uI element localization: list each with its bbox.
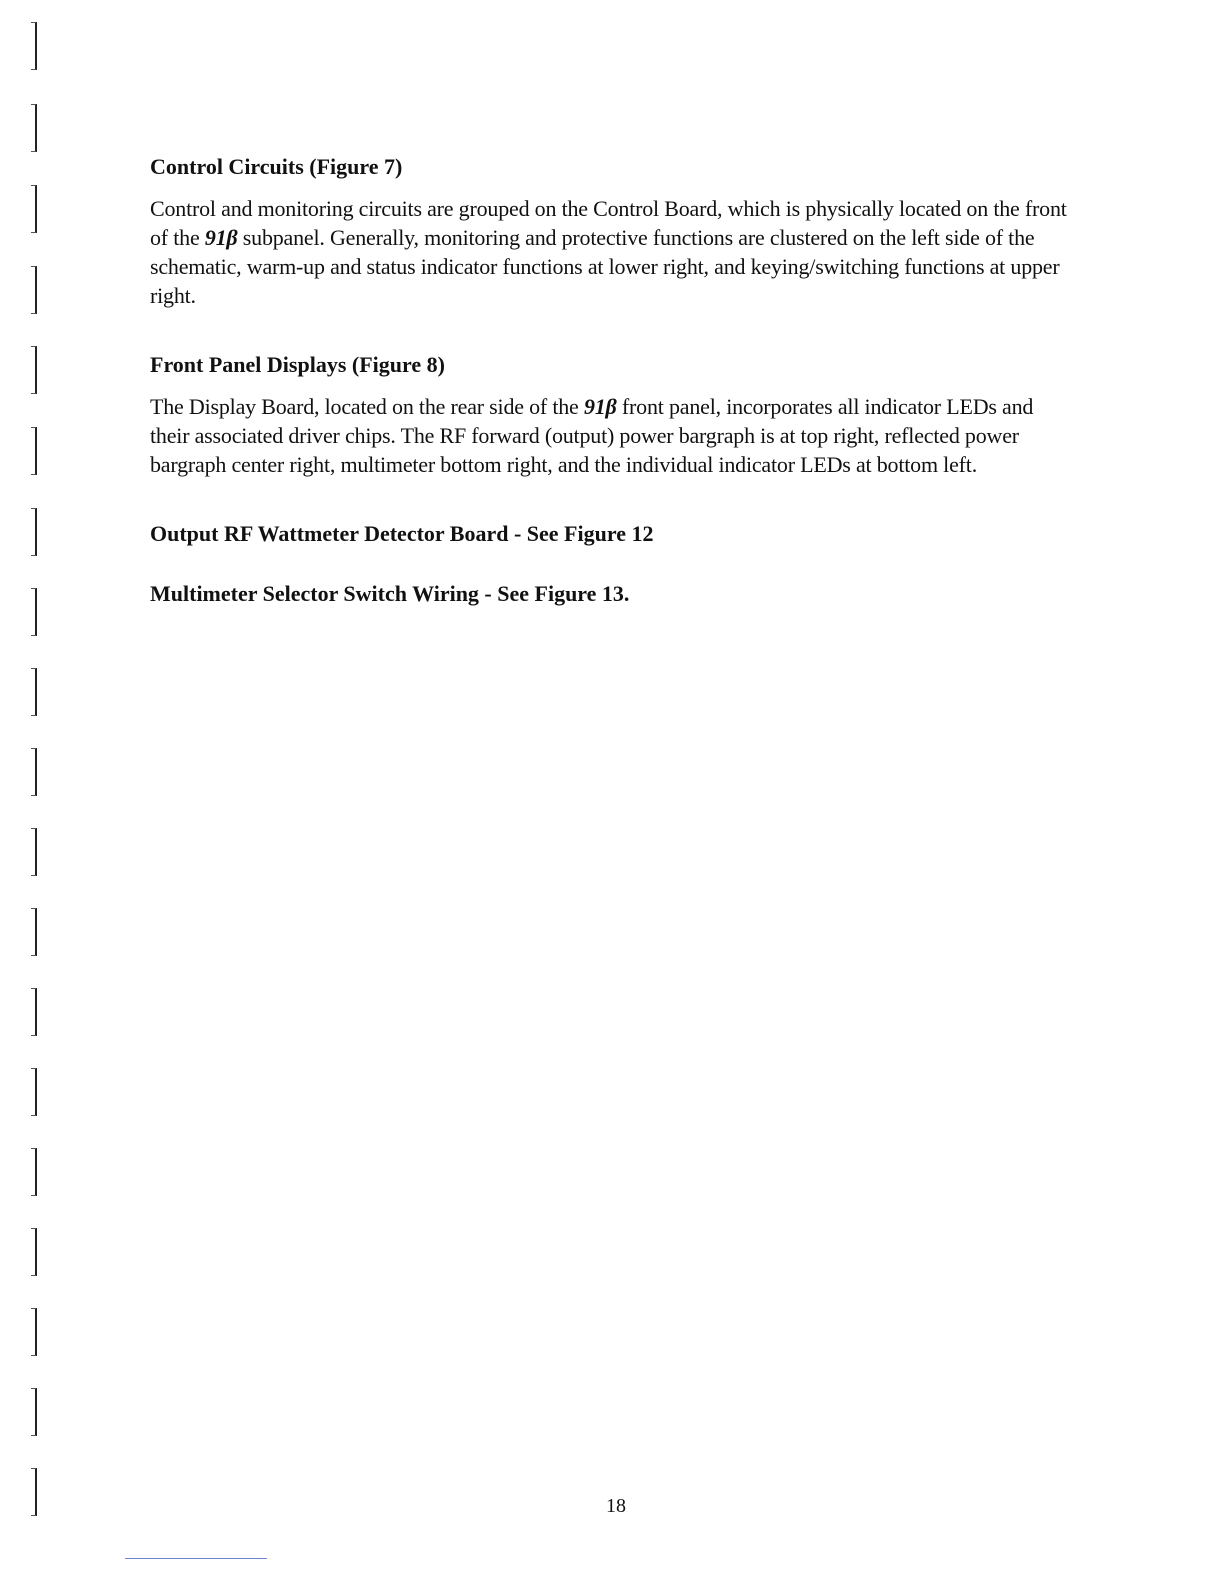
binding-mark bbox=[31, 668, 37, 716]
control-circuits-paragraph bbox=[150, 194, 1070, 310]
binding-mark bbox=[31, 588, 37, 636]
binding-mark bbox=[31, 185, 37, 233]
binding-mark bbox=[31, 1148, 37, 1196]
binding-mark bbox=[31, 988, 37, 1036]
binding-mark bbox=[31, 22, 37, 70]
section-heading-front-panel-displays: Front Panel Displays (Figure 8) bbox=[150, 352, 445, 377]
binding-mark bbox=[31, 508, 37, 556]
binding-mark bbox=[31, 748, 37, 796]
binding-mark bbox=[31, 266, 37, 314]
front-panel-paragraph bbox=[150, 392, 1070, 479]
paragraph-text: Control and monitoring circuits are grouped on the Control Board, which is physically located on the front of the bbox=[150, 196, 1067, 250]
page-number: 18 bbox=[606, 1495, 626, 1517]
paragraph-text: The Display Board, located on the rear side of the bbox=[150, 394, 584, 419]
binding-mark bbox=[31, 1228, 37, 1276]
footer-rule bbox=[125, 1558, 267, 1559]
binding-mark bbox=[31, 1468, 37, 1516]
binding-mark bbox=[31, 828, 37, 876]
binding-mark bbox=[31, 1308, 37, 1356]
binding-mark bbox=[31, 104, 37, 152]
model-name: 91β bbox=[583, 394, 617, 419]
paragraph-text: front panel, incorporates all indicator LEDs and their associated driver chips. The RF forward (output) power bargraph is at top right, reflected power bargraph center right, multimeter bottom right, and the individual indicator LEDs at bottom left. bbox=[150, 394, 1034, 477]
binding-mark bbox=[31, 346, 37, 394]
reference-wattmeter-detector: Output RF Wattmeter Detector Board - See Figure 12 bbox=[150, 521, 654, 546]
binding-mark bbox=[31, 908, 37, 956]
binding-mark bbox=[31, 427, 37, 475]
paragraph-text: subpanel. Generally, monitoring and protective functions are clustered on the left side of the schematic, warm-up and status indicator functions at lower right, and keying/switching functions at upper right. bbox=[150, 225, 1060, 308]
binding-mark bbox=[31, 1388, 37, 1436]
reference-multimeter-switch: Multimeter Selector Switch Wiring - See Figure 13. bbox=[150, 581, 630, 606]
model-name: 91β bbox=[204, 225, 238, 250]
binding-mark bbox=[31, 1068, 37, 1116]
page-content bbox=[150, 152, 1070, 609]
section-heading-control-circuits: Control Circuits (Figure 7) bbox=[150, 154, 403, 179]
